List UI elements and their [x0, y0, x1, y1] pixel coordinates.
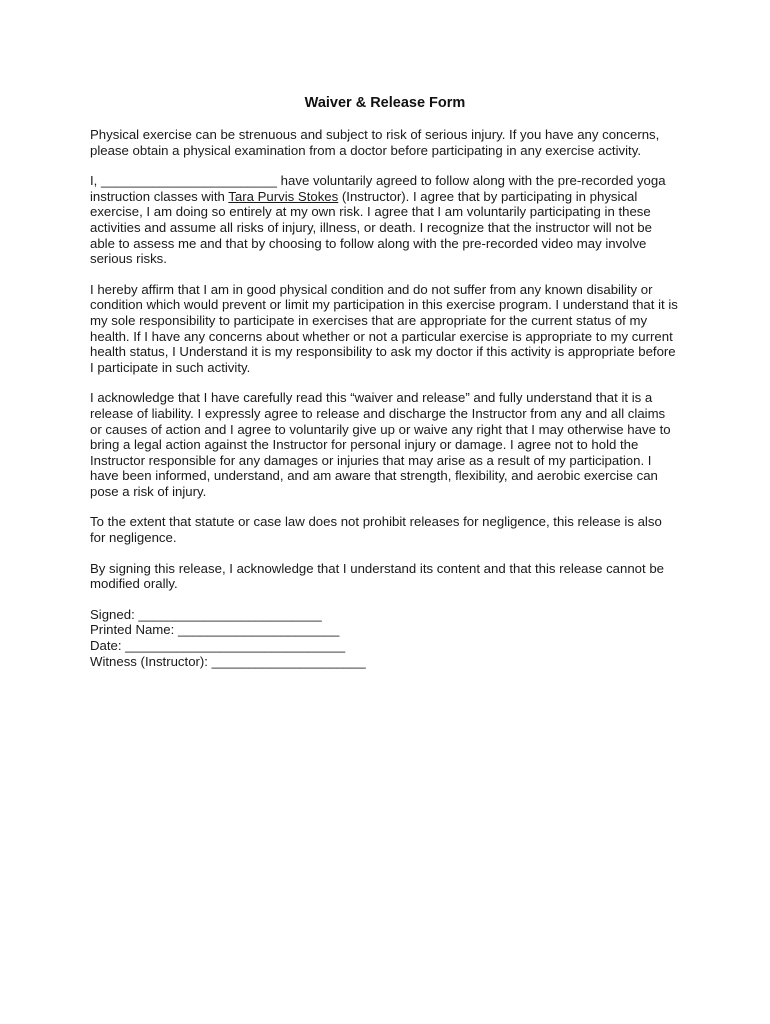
- paragraph-acknowledgement: I acknowledge that I have carefully read this “waiver and release” and fully understand that it is a release of liability. I expressly agree to release and discharge the Instructor from any and all claims or causes of action and I agree to voluntarily give up or waive any right that I may otherwise have to bring a legal action against the Instructor for personal injury or damage. I agree not to hold the Instructor responsible for any damages or injuries that may arise as a result of my participation. I have been informed, understand, and am aware that strength, flexibility, and aerobic exercise can pose a risk of injury.: [90, 390, 671, 499]
- signed-line: Signed: _________________________: [90, 606, 322, 622]
- paragraph-signing: By signing this release, I acknowledge that I understand its content and that this release cannot be modified orally.: [90, 560, 665, 592]
- paragraph-agreement: [90, 173, 680, 267]
- document-body: [90, 94, 680, 669]
- paragraph-negligence: To the extent that statute or case law does not prohibit releases for negligence, this release is also for negligence.: [90, 514, 662, 546]
- witness-line: Witness (Instructor): _____________________: [90, 653, 366, 669]
- date-line: Date: ______________________________: [90, 638, 346, 654]
- paragraph-intro: Physical exercise can be strenuous and subject to risk of serious injury. If you have any concerns, please obtain a physical examination from a doctor before participating in any exercise activity.: [90, 127, 660, 158]
- paragraph-agreement-end: (Instructor). I agree that by participating in physical exercise, I am doing so entirely at my own risk. I agree that I am voluntarily participating in these activities and assume all risks of injury, illness, or death. I recognize that the instructor will not be able to assess me and that by choosing to follow along with the pre-recorded video may involve serious risks.: [90, 188, 652, 267]
- printed-name-line: Printed Name: ______________________: [90, 622, 340, 638]
- signature-block: [90, 607, 680, 669]
- paragraph-agreement-start: I, ________________________ have voluntarily agreed to follow along with the pre-recorded yoga instruction classes with: [90, 173, 666, 204]
- page-title: Waiver & Release Form: [304, 95, 466, 111]
- instructor-name-link[interactable]: Tara Purvis Stokes: [228, 188, 339, 204]
- paragraph-affirmation: I hereby affirm that I am in good physical condition and do not suffer from any known disability or condition which would prevent or limit my participation in this exercise program. I understand that it is my sole responsibility to participate in exercises that are appropriate for the current status of my health. If I have any concerns about whether or not a particular exercise is appropriate to my current health status, I Understand it is my responsibility to ask my doctor if this activity is appropriate before I participate in such activity.: [90, 281, 678, 375]
